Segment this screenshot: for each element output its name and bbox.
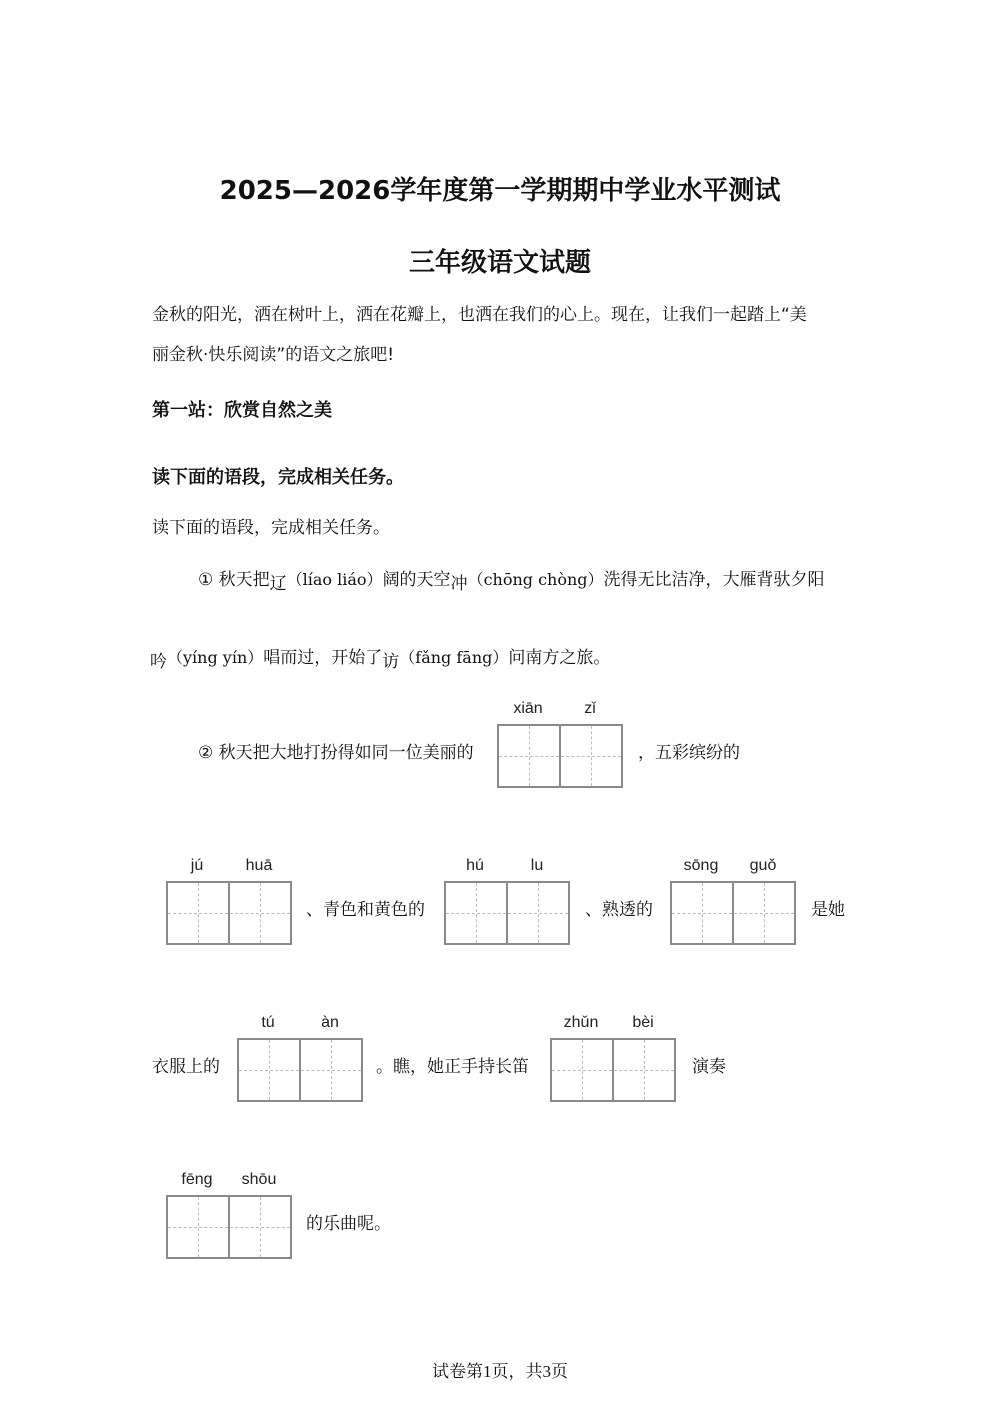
writing-cell[interactable] [506, 881, 570, 945]
writing-cell[interactable] [444, 881, 508, 945]
text-after-tuan: 。瞧，她正手持长笛 [376, 1057, 529, 1077]
writing-cell[interactable] [670, 881, 734, 945]
intro-line-2: 丽金秋·快乐阅读”的语文之旅吧! [152, 345, 395, 365]
writing-cell[interactable] [550, 1038, 614, 1102]
target-char-fang: 访 [382, 652, 400, 672]
pinyin-choice-yin: （yíng yín） [167, 648, 264, 667]
task-heading: 读下面的语段，完成相关任务。 [152, 467, 404, 488]
pinyin-choice-liao: （líao liáo） [286, 570, 383, 589]
pinyin-label: huā [245, 857, 273, 874]
pinyin-choice-chong: （chōng chòng） [467, 570, 604, 589]
writing-cell[interactable] [559, 724, 623, 788]
paragraph-2-number: ② [198, 743, 214, 763]
target-char-liao: 辽 [269, 574, 287, 594]
pinyin-label: fēng [181, 1171, 213, 1188]
text-before-tuan: 衣服上的 [152, 1057, 220, 1077]
writing-cell[interactable] [612, 1038, 676, 1102]
exam-title: 2025—2026学年度第一学期期中学业水平测试 [219, 176, 781, 206]
writing-cell[interactable] [166, 1195, 230, 1259]
task-instruction: 读下面的语段，完成相关任务。 [152, 518, 390, 538]
pinyin-label: tú [261, 1014, 275, 1031]
writing-cell[interactable] [228, 881, 292, 945]
pinyin-label: zhǔn [563, 1014, 599, 1031]
text-after-fengshou: 的乐曲呢。 [306, 1214, 391, 1234]
page-footer: 试卷第1页，共3页 [432, 1362, 568, 1381]
writing-cell[interactable] [732, 881, 796, 945]
pinyin-label: guǒ [749, 857, 777, 874]
paragraph-1-number: ① [198, 570, 214, 590]
pinyin-label: xiān [513, 700, 543, 717]
section-title: 第一站：欣赏自然之美 [152, 400, 332, 421]
pinyin-label: sōng [683, 857, 719, 874]
writing-cell[interactable] [237, 1038, 301, 1102]
text-after-xianzi: ，五彩缤纷的 [638, 743, 740, 763]
pinyin-label: zǐ [584, 700, 596, 717]
text-after-zhunbei: 演奏 [692, 1057, 726, 1077]
paragraph-1-line-1: ① 秋天把辽（líao liáo）阔的天空冲（chōng chòng）洗得无比洁净，大雁背驮夕阳 [198, 570, 825, 594]
writing-cell[interactable] [299, 1038, 363, 1102]
text-after-songguo: 是她 [811, 900, 845, 920]
pinyin-choice-fang: （fǎng fāng） [399, 648, 509, 667]
pinyin-label: lu [530, 857, 544, 874]
target-char-yin: 吟 [150, 652, 167, 672]
pinyin-label: shōu [241, 1171, 277, 1188]
paragraph-1-line-2: 吟（yíng yín）唱而过，开始了访（fǎng fāng）问南方之旅。 [150, 648, 611, 672]
paragraph-2-lead: ② 秋天把大地打扮得如同一位美丽的 [198, 743, 474, 763]
exam-subtitle: 三年级语文试题 [408, 248, 591, 278]
writing-cell[interactable] [497, 724, 561, 788]
writing-cell[interactable] [228, 1195, 292, 1259]
pinyin-label: hú [466, 857, 484, 874]
pinyin-label: àn [321, 1014, 339, 1031]
pinyin-label: bèi [632, 1014, 654, 1031]
intro-line-1: 金秋的阳光，洒在树叶上，洒在花瓣上，也洒在我们的心上。现在，让我们一起踏上“美 [152, 305, 807, 325]
writing-cell[interactable] [166, 881, 230, 945]
target-char-chong: 冲 [450, 574, 468, 594]
text-after-juhua: 、青色和黄色的 [306, 900, 425, 920]
text-after-hulu: 、熟透的 [585, 900, 653, 920]
pinyin-label: jú [190, 857, 204, 874]
